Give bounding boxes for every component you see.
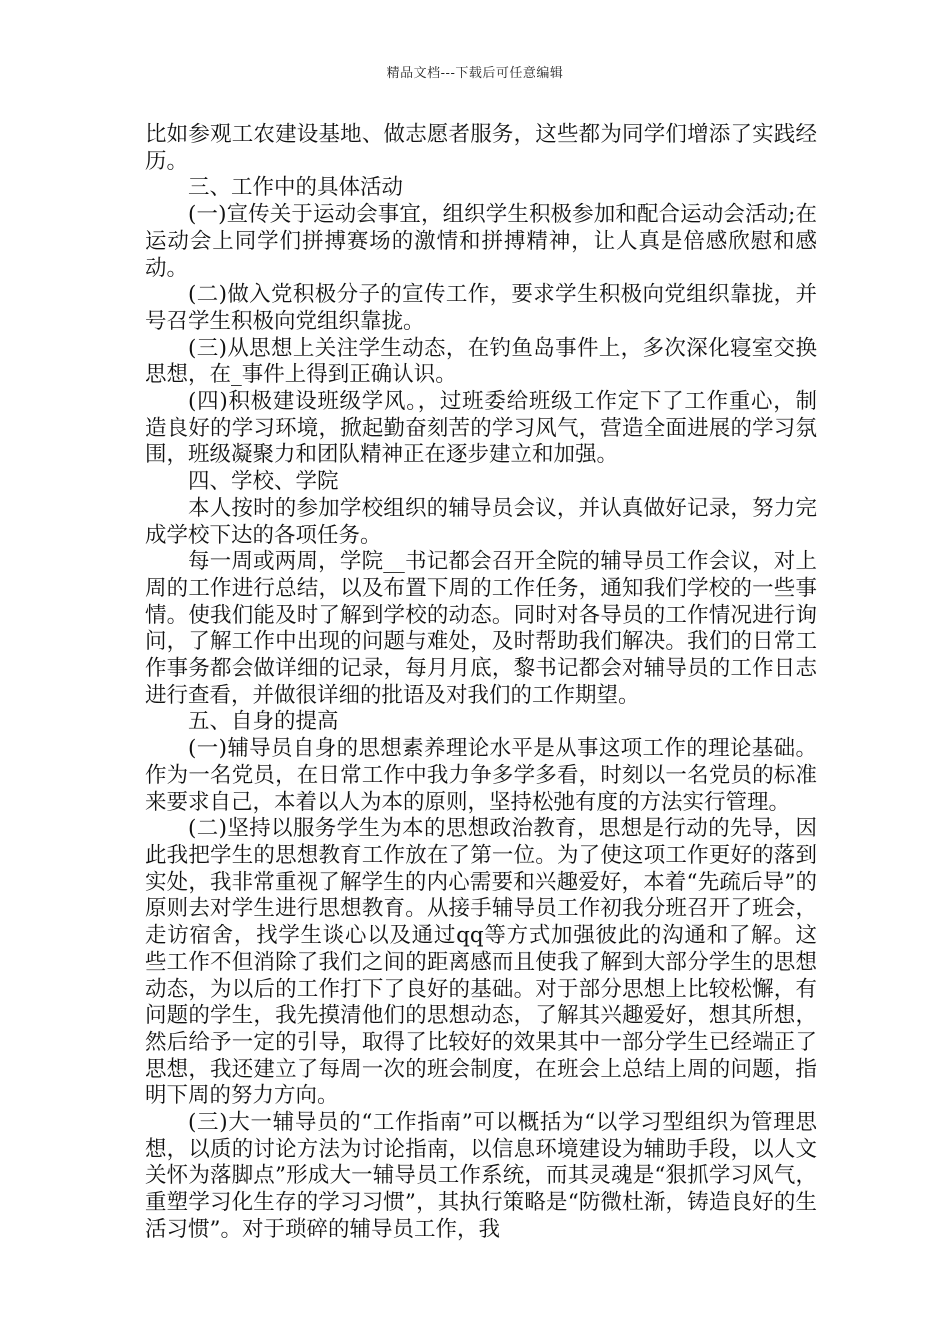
section-heading-4: 四、学校、学院 [188, 469, 339, 495]
section-heading-5: 五、自身的提高 [188, 709, 339, 735]
paragraph: (一)宣传关于运动会事宜，组织学生积极参加和配合运动会活动;在运动会上同学们拼搏赛场的激情和拼搏精神，让人真是倍感欣慰和感动。 [145, 202, 817, 281]
page-header: 精品文档---下载后可任意编辑 [386, 66, 564, 81]
paragraph: (四)积极建设班级学风。，过班委给班级工作定下了工作重心，制造良好的学习环境，掀起勤奋刻苦的学习风气，营造全面进展的学习氛围，班级凝聚力和团队精神正在逐步建立和加强。 [145, 389, 817, 468]
paragraph-continuation: 比如参观工农建设基地、做志愿者服务，这些都为同学们增添了实践经历。 [145, 122, 817, 174]
paragraph: (三)从思想上关注学生动态，在钓鱼岛事件上，多次深化寝室交换思想，在_事件上得到正确认识。 [145, 335, 817, 388]
paragraph: 本人按时的参加学校组织的辅导员会议，并认真做好记录，努力完成学校下达的各项任务。 [145, 495, 817, 548]
paragraph: (一)辅导员自身的思想素养理论水平是从事这项工作的理论基础。作为一名党员，在日常工作中我力争多学多看，时刻以一名党员的标准来要求自己，本着以人为本的原则，坚持松弛有度的方法实行管理。 [145, 736, 817, 815]
paragraph: (二)坚持以服务学生为本的思想政治教育，思想是行动的先导，因此我把学生的思想教育工作放在了第一位。为了使这项工作更好的落到实处，我非常重视了解学生的内心需要和兴趣爱好，本着“先疏后导”的原则去对学生进行思想教育。从接手辅导员工作初我分班召开了班会，走访宿舍，找学生谈心以及通过qq等方式加强彼此的沟通和了解。这些工作不但消除了我们之间的距离感而且使我了解到大部分学生的思想动态，为以后的工作打下了良好的基础。对于部分思想上比较松懈，有问题的学生，我先摸清他们的思想动态，了解其兴趣爱好，想其所想，然后给予一定的引导，取得了比较好的效果其中一部分学生已经端正了思想，我还建立了每周一次的班会制度，在班会上总结上周的问题，指明下周的努力方向。 [145, 816, 817, 1109]
section-heading-3: 三、工作中的具体活动 [188, 175, 404, 201]
paragraph: (二)做入党积极分子的宣传工作，要求学生积极向党组织靠拢，并号召学生积极向党组织靠拢。 [145, 282, 817, 334]
paragraph: 每一周或两周，学院__书记都会召开全院的辅导员工作会议，对上周的工作进行总结，以及布置下周的工作任务，通知我们学校的一些事情。使我们能及时了解到学校的动态。同时对各导员的工作情况进行询问，了解工作中出现的问题与难处，及时帮助我们解决。我们的日常工作事务都会做详细的记录，每月月底，黎书记都会对辅导员的工作日志进行查看，并做很详细的批语及对我们的工作期望。 [145, 549, 817, 708]
paragraph: (三)大一辅导员的“工作指南”可以概括为“以学习型组织为管理思想，以质的讨论方法为讨论指南，以信息环境建设为辅助手段，以人文关怀为落脚点”形成大一辅导员工作系统，而其灵魂是“狠抓学习风气，重塑学习化生存的学习习惯”，其执行策略是“防微杜渐，铸造良好的生活习惯”。对于琐碎的辅导员工作，我 [145, 1110, 817, 1242]
document-body [145, 122, 817, 1244]
